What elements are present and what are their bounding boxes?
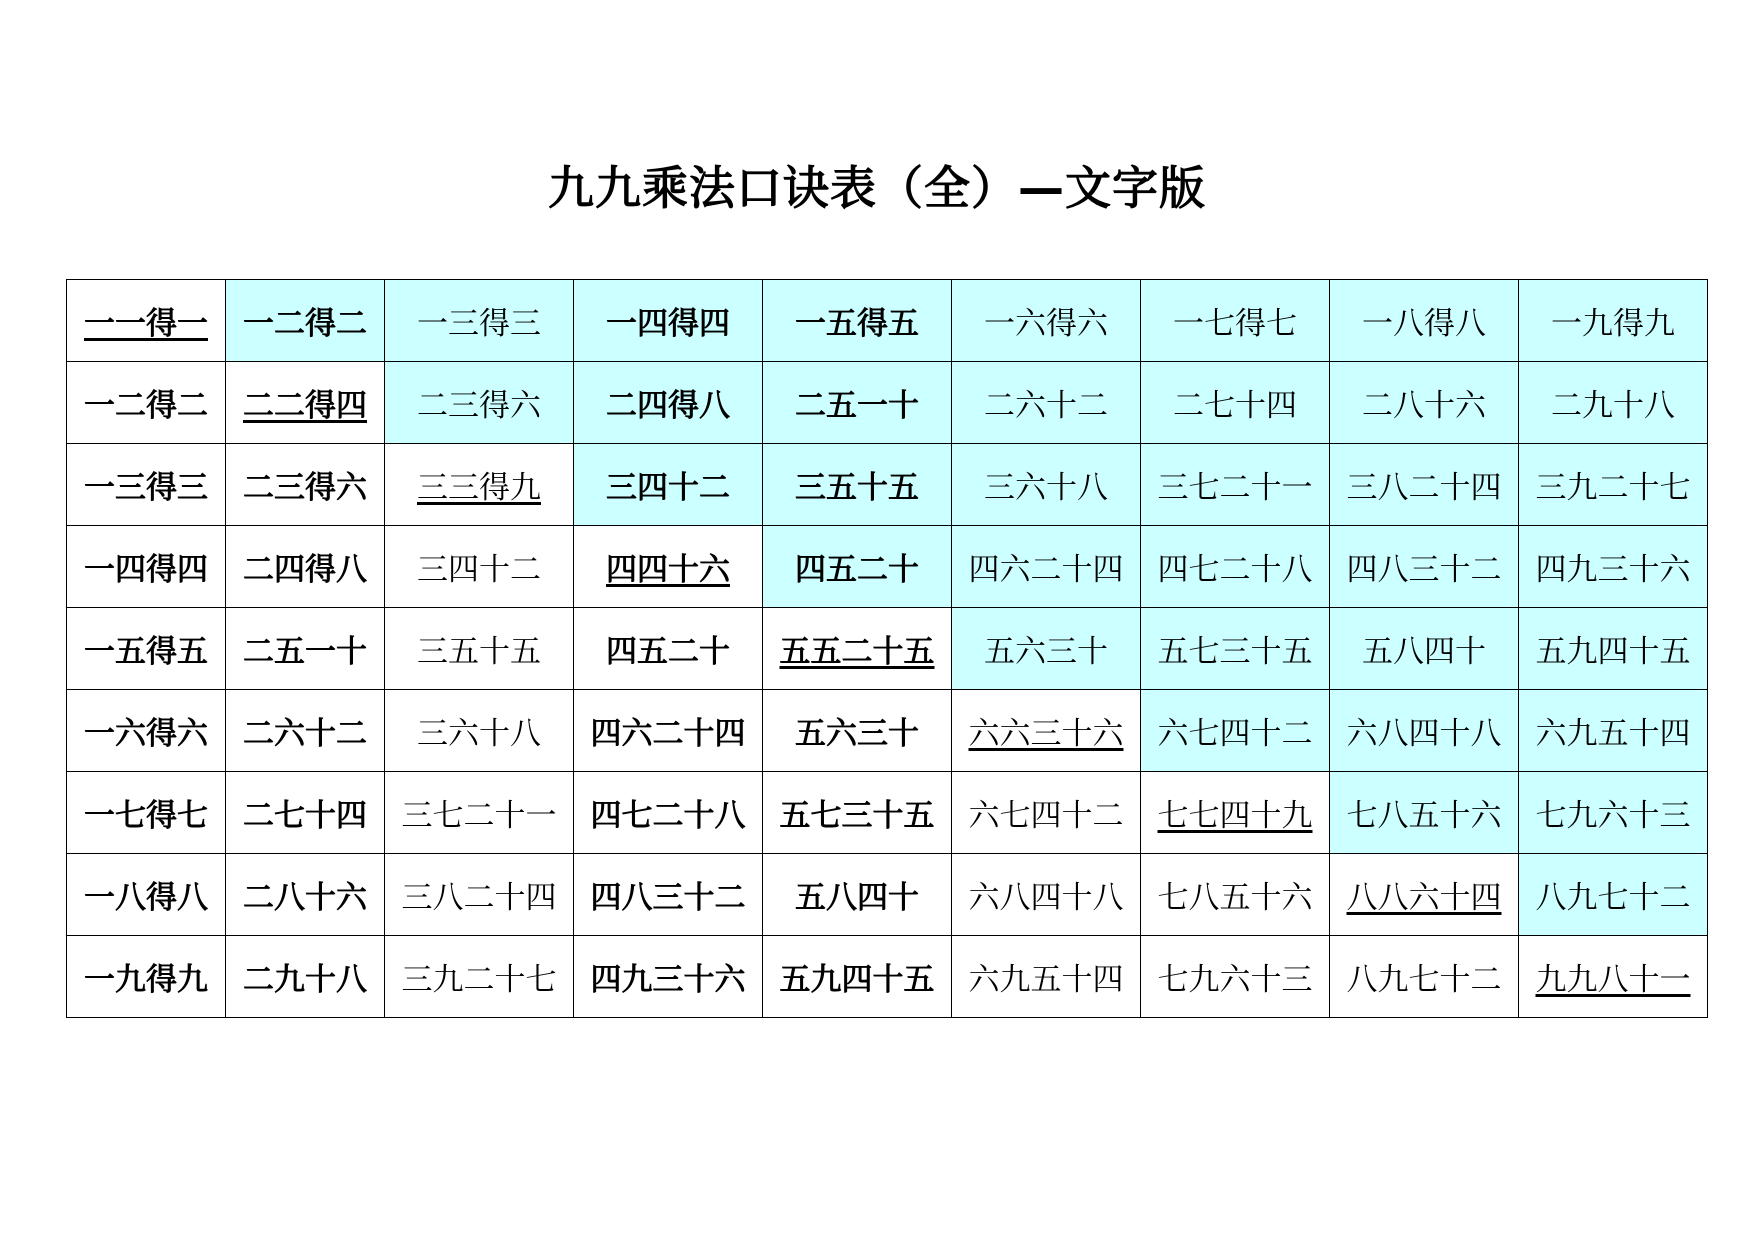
table-cell bbox=[67, 526, 226, 608]
table-cell bbox=[574, 362, 763, 444]
table-cell bbox=[952, 690, 1141, 772]
cell-text: 四六二十四 bbox=[590, 716, 746, 752]
cell-text: 三五十五 bbox=[417, 634, 541, 670]
table-cell bbox=[226, 854, 385, 936]
cell-text: 四九三十六 bbox=[1535, 552, 1691, 588]
table-cell bbox=[385, 772, 574, 854]
cell-text: 一一得一 bbox=[84, 306, 208, 342]
cell-text: 四四十六 bbox=[606, 552, 730, 588]
table-cell bbox=[1519, 280, 1708, 362]
table-cell bbox=[1519, 608, 1708, 690]
cell-text: 六九五十四 bbox=[968, 962, 1124, 998]
table-cell bbox=[952, 362, 1141, 444]
cell-text: 七九六十三 bbox=[1157, 962, 1313, 998]
table-cell bbox=[763, 444, 952, 526]
table-cell bbox=[1141, 280, 1330, 362]
cell-text: 一八得八 bbox=[1362, 306, 1486, 342]
table-cell bbox=[226, 280, 385, 362]
cell-text: 五六三十 bbox=[984, 634, 1108, 670]
cell-text: 五六三十 bbox=[795, 716, 919, 752]
table-cell bbox=[226, 772, 385, 854]
cell-text: 二七十四 bbox=[1173, 388, 1297, 424]
table-cell bbox=[1330, 608, 1519, 690]
table-cell bbox=[763, 608, 952, 690]
cell-text: 八九七十二 bbox=[1535, 880, 1691, 916]
cell-text: 一四得四 bbox=[606, 306, 730, 342]
table-row bbox=[67, 772, 1708, 854]
table-row bbox=[67, 854, 1708, 936]
cell-text: 六六三十六 bbox=[968, 716, 1124, 752]
table-body bbox=[67, 280, 1708, 1018]
cell-text: 一三得三 bbox=[84, 470, 208, 506]
cell-text: 一八得八 bbox=[84, 880, 208, 916]
table-cell bbox=[1141, 690, 1330, 772]
table-cell bbox=[1141, 362, 1330, 444]
cell-text: 七八五十六 bbox=[1157, 880, 1313, 916]
table-row bbox=[67, 936, 1708, 1018]
cell-text: 一三得三 bbox=[417, 306, 541, 342]
cell-text: 一五得五 bbox=[84, 634, 208, 670]
table-cell bbox=[763, 936, 952, 1018]
table-cell bbox=[1519, 362, 1708, 444]
cell-text: 一二得二 bbox=[243, 306, 367, 342]
cell-text: 五八四十 bbox=[1362, 634, 1486, 670]
cell-text: 二八十六 bbox=[1362, 388, 1486, 424]
table-cell bbox=[1330, 854, 1519, 936]
page-title: 九九乘法口诀表（全）—文字版 bbox=[548, 161, 1206, 215]
cell-text: 七八五十六 bbox=[1346, 798, 1502, 834]
table-cell bbox=[574, 854, 763, 936]
table-cell bbox=[952, 280, 1141, 362]
cell-text: 二三得六 bbox=[417, 388, 541, 424]
table-cell bbox=[952, 854, 1141, 936]
multiplication-table bbox=[66, 279, 1708, 1018]
cell-text: 三六十八 bbox=[984, 470, 1108, 506]
table-cell bbox=[226, 608, 385, 690]
table-cell bbox=[67, 854, 226, 936]
table-cell bbox=[1519, 936, 1708, 1018]
table-cell bbox=[1330, 526, 1519, 608]
table-cell bbox=[226, 362, 385, 444]
table-cell bbox=[574, 526, 763, 608]
cell-text: 五九四十五 bbox=[1535, 634, 1691, 670]
table-cell bbox=[226, 526, 385, 608]
cell-text: 五七三十五 bbox=[1157, 634, 1313, 670]
cell-text: 三七二十一 bbox=[1157, 470, 1313, 506]
cell-text: 二九十八 bbox=[243, 962, 367, 998]
table-cell bbox=[385, 526, 574, 608]
table-cell bbox=[952, 608, 1141, 690]
table-cell bbox=[1141, 444, 1330, 526]
table-cell bbox=[1519, 690, 1708, 772]
table-cell bbox=[385, 280, 574, 362]
cell-text: 四五二十 bbox=[795, 552, 919, 588]
cell-text: 三六十八 bbox=[417, 716, 541, 752]
table-cell bbox=[226, 444, 385, 526]
table-cell bbox=[226, 936, 385, 1018]
cell-text: 八八六十四 bbox=[1346, 880, 1502, 916]
table-cell bbox=[1330, 936, 1519, 1018]
table-row bbox=[67, 444, 1708, 526]
cell-text: 一四得四 bbox=[84, 552, 208, 588]
table-cell bbox=[1330, 444, 1519, 526]
table-cell bbox=[574, 772, 763, 854]
table-row bbox=[67, 280, 1708, 362]
table-cell bbox=[1330, 280, 1519, 362]
cell-text: 四七二十八 bbox=[1157, 552, 1313, 588]
cell-text: 三四十二 bbox=[417, 552, 541, 588]
cell-text: 四八三十二 bbox=[590, 880, 746, 916]
cell-text: 七九六十三 bbox=[1535, 798, 1691, 834]
cell-text: 四八三十二 bbox=[1346, 552, 1502, 588]
cell-text: 一九得九 bbox=[84, 962, 208, 998]
table-cell bbox=[67, 936, 226, 1018]
cell-text: 三四十二 bbox=[606, 470, 730, 506]
cell-text: 四七二十八 bbox=[590, 798, 746, 834]
cell-text: 四九三十六 bbox=[590, 962, 746, 998]
table-cell bbox=[574, 608, 763, 690]
table-cell bbox=[952, 526, 1141, 608]
cell-text: 二六十二 bbox=[984, 388, 1108, 424]
table-cell bbox=[1519, 772, 1708, 854]
table-cell bbox=[1519, 526, 1708, 608]
cell-text: 四五二十 bbox=[606, 634, 730, 670]
table-cell bbox=[1141, 526, 1330, 608]
cell-text: 二六十二 bbox=[243, 716, 367, 752]
cell-text: 二四得八 bbox=[606, 388, 730, 424]
cell-text: 六八四十八 bbox=[968, 880, 1124, 916]
cell-text: 二九十八 bbox=[1551, 388, 1675, 424]
table-cell bbox=[574, 690, 763, 772]
cell-text: 九九八十一 bbox=[1535, 962, 1691, 998]
cell-text: 六八四十八 bbox=[1346, 716, 1502, 752]
cell-text: 三八二十四 bbox=[401, 880, 557, 916]
cell-text: 三五十五 bbox=[795, 470, 919, 506]
table-cell bbox=[385, 854, 574, 936]
table-cell bbox=[1141, 854, 1330, 936]
cell-text: 三九二十七 bbox=[1535, 470, 1691, 506]
table-row bbox=[67, 608, 1708, 690]
table-row bbox=[67, 362, 1708, 444]
cell-text: 一七得七 bbox=[1173, 306, 1297, 342]
cell-text: 六七四十二 bbox=[968, 798, 1124, 834]
cell-text: 六九五十四 bbox=[1535, 716, 1691, 752]
cell-text: 二八十六 bbox=[243, 880, 367, 916]
table-cell bbox=[385, 362, 574, 444]
cell-text: 八九七十二 bbox=[1346, 962, 1502, 998]
table-cell bbox=[385, 444, 574, 526]
table-row bbox=[67, 526, 1708, 608]
cell-text: 三八二十四 bbox=[1346, 470, 1502, 506]
table-cell bbox=[226, 690, 385, 772]
cell-text: 三九二十七 bbox=[401, 962, 557, 998]
cell-text: 一九得九 bbox=[1551, 306, 1675, 342]
cell-text: 二七十四 bbox=[243, 798, 367, 834]
table-cell bbox=[67, 280, 226, 362]
cell-text: 七七四十九 bbox=[1157, 798, 1313, 834]
table-cell bbox=[1141, 772, 1330, 854]
table-cell bbox=[67, 444, 226, 526]
table-cell bbox=[385, 936, 574, 1018]
table-cell bbox=[1519, 444, 1708, 526]
table-cell bbox=[763, 690, 952, 772]
table-cell bbox=[1330, 772, 1519, 854]
table-cell bbox=[952, 772, 1141, 854]
cell-text: 一二得二 bbox=[84, 388, 208, 424]
cell-text: 三七二十一 bbox=[401, 798, 557, 834]
table-cell bbox=[763, 362, 952, 444]
cell-text: 二五一十 bbox=[795, 388, 919, 424]
cell-text: 三三得九 bbox=[417, 470, 541, 506]
table-cell bbox=[1519, 854, 1708, 936]
table-cell bbox=[1330, 362, 1519, 444]
cell-text: 五七三十五 bbox=[779, 798, 935, 834]
cell-text: 一六得六 bbox=[84, 716, 208, 752]
table-cell bbox=[67, 690, 226, 772]
cell-text: 二三得六 bbox=[243, 470, 367, 506]
cell-text: 一五得五 bbox=[795, 306, 919, 342]
table-cell bbox=[67, 772, 226, 854]
table-cell bbox=[67, 362, 226, 444]
table-cell bbox=[763, 854, 952, 936]
table-cell bbox=[574, 936, 763, 1018]
table-cell bbox=[763, 526, 952, 608]
cell-text: 四六二十四 bbox=[968, 552, 1124, 588]
table-cell bbox=[67, 608, 226, 690]
table-cell bbox=[574, 280, 763, 362]
cell-text: 二四得八 bbox=[243, 552, 367, 588]
table-cell bbox=[1330, 690, 1519, 772]
table-row bbox=[67, 690, 1708, 772]
table-cell bbox=[385, 608, 574, 690]
table-cell bbox=[763, 772, 952, 854]
table-cell bbox=[763, 280, 952, 362]
cell-text: 六七四十二 bbox=[1157, 716, 1313, 752]
cell-text: 一六得六 bbox=[984, 306, 1108, 342]
cell-text: 五九四十五 bbox=[779, 962, 935, 998]
cell-text: 二五一十 bbox=[243, 634, 367, 670]
table-cell bbox=[1141, 936, 1330, 1018]
table-cell bbox=[385, 690, 574, 772]
table-cell bbox=[952, 936, 1141, 1018]
table-cell bbox=[574, 444, 763, 526]
cell-text: 二二得四 bbox=[243, 388, 367, 424]
cell-text: 五八四十 bbox=[795, 880, 919, 916]
table-cell bbox=[1141, 608, 1330, 690]
cell-text: 五五二十五 bbox=[779, 634, 935, 670]
table-cell bbox=[952, 444, 1141, 526]
cell-text: 一七得七 bbox=[84, 798, 208, 834]
